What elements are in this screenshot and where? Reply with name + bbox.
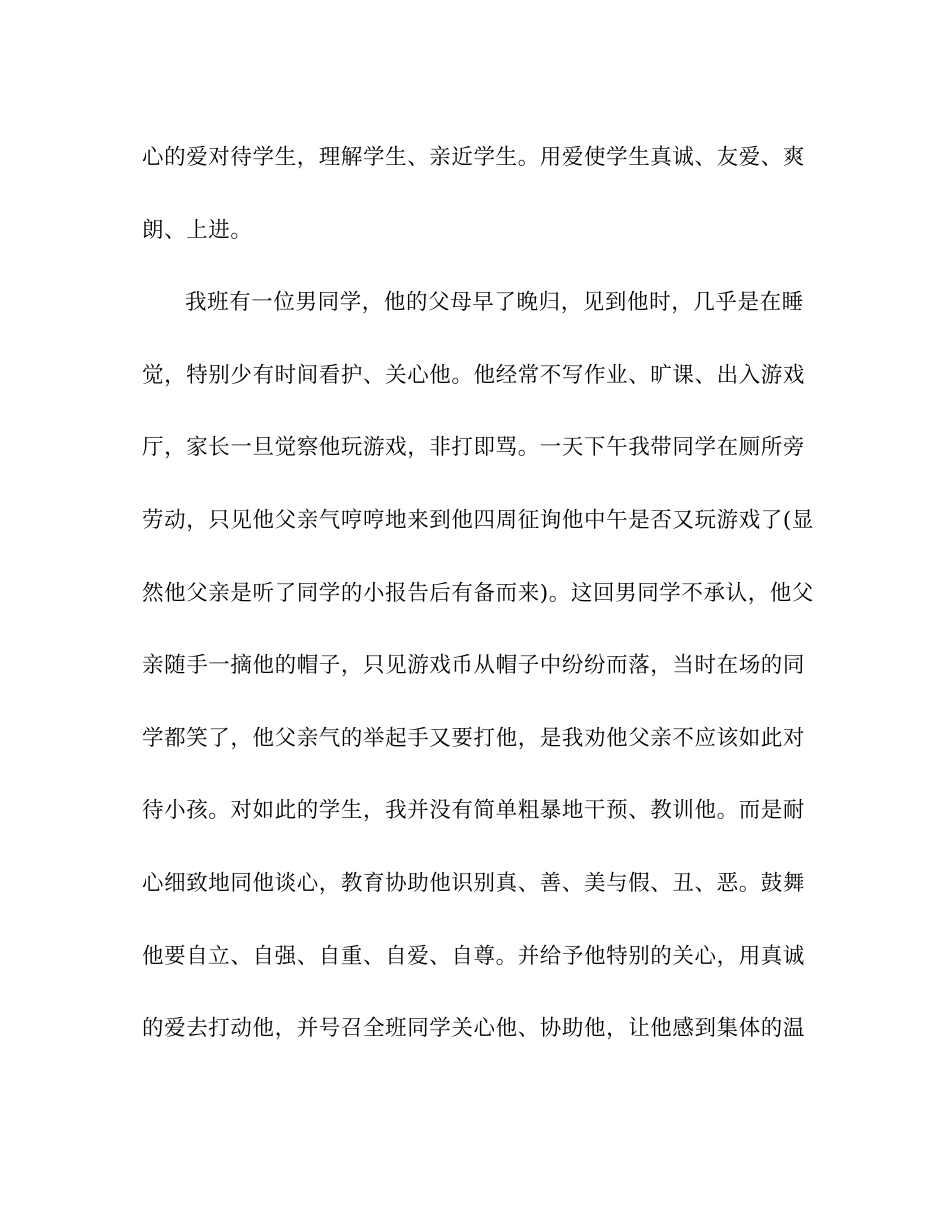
text-line: 待小孩。对如此的学生，我并没有简单粗暴地干预、教训他。而是耐 bbox=[142, 798, 806, 824]
text-line: 心细致地同他谈心，教育协助他识别真、善、美与假、丑、恶。鼓舞 bbox=[142, 870, 806, 896]
text-line: 的爱去打动他，并号召全班同学关心他、协助他，让他感到集体的温 bbox=[142, 1016, 806, 1042]
text-line: 然他父亲是听了同学的小报告后有备而来)。这回男同学不承认，他父 bbox=[142, 580, 814, 606]
paragraph-start-line: 我班有一位男同学，他的父母早了晚归，见到他时，几乎是在睡 bbox=[185, 290, 804, 316]
text-line: 亲随手一摘他的帽子，只见游戏币从帽子中纷纷而落，当时在场的同 bbox=[142, 653, 806, 679]
text-line: 学都笑了，他父亲气的举起手又要打他，是我劝他父亲不应该如此对 bbox=[142, 725, 806, 751]
text-line: 心的爱对待学生，理解学生、亲近学生。用爱使学生真诚、友爱、爽 bbox=[142, 145, 806, 170]
text-line: 厅，家长一旦觉察他玩游戏，非打即骂。一天下午我带同学在厕所旁 bbox=[142, 435, 806, 461]
text-line: 朗、上进。 bbox=[142, 217, 253, 243]
text-line: 觉，特别少有时间看护、关心他。他经常不写作业、旷课、出入游戏 bbox=[142, 362, 806, 388]
document-body bbox=[142, 140, 812, 1084]
text-line: 劳动，只见他父亲气哼哼地来到他四周征询他中午是否又玩游戏了(显 bbox=[142, 507, 814, 533]
text-line: 他要自立、自强、自重、自爱、自尊。并给予他特别的关心，用真诚 bbox=[142, 943, 806, 969]
